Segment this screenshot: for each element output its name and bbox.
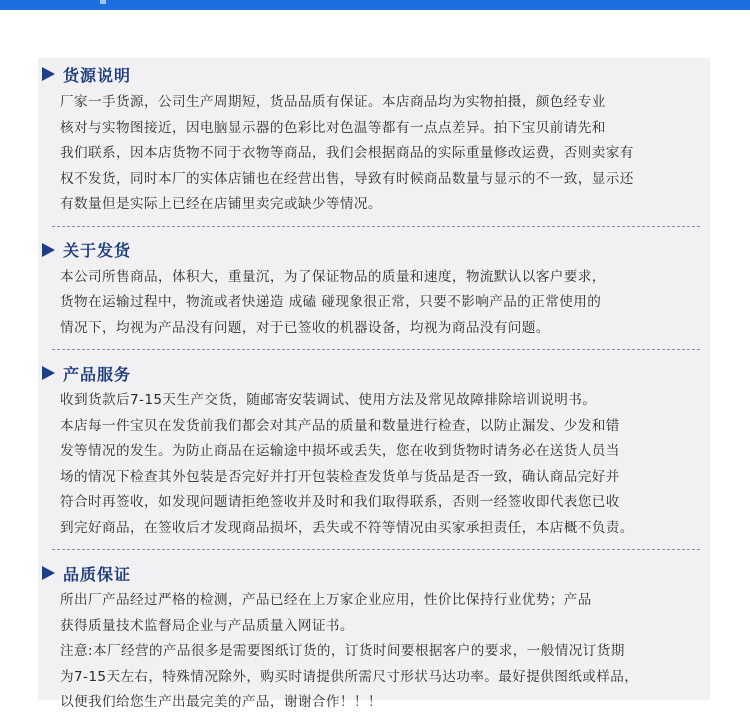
text-line: 权不发货，同时本厂的实体店铺也在经营出售，导致有时候商品数量与显示的不一致，显示还 [60, 170, 634, 187]
section-quality [38, 558, 710, 716]
text-line: 情况下，均视为产品没有问题，对于已签收的机器设备，均视为商品没有问题。 [60, 319, 550, 336]
text-line: 本公司所售商品，体积大，重量沉，为了保证物品的质量和速度，物流默认以客户要求， [60, 268, 606, 285]
arrow-right-icon [42, 366, 55, 380]
arrow-right-icon [42, 243, 55, 257]
section-title [38, 58, 710, 90]
section-shipping [38, 235, 710, 342]
dashed-divider [52, 349, 700, 350]
section-service [38, 358, 710, 541]
text-line: 货物在运输过程中，物流或者快递造 成磕 碰现象很正常，只要不影响产品的正常使用的 [60, 294, 602, 310]
banner-edge [100, 0, 106, 4]
text-line: 收到货款后7-15天生产交货，随邮寄安装调试、使用方法及常见故障排除培训说明书。 [60, 392, 597, 408]
text-line: 到完好商品，在签收后才发现商品损坏，丢失或不符等情况由买家承担责任，本店概不负责。 [60, 519, 634, 536]
text-line: 获得质量技术监督局企业与产品质量入网证书。 [60, 617, 354, 634]
section-title-text: 货源说明 [63, 65, 132, 85]
dashed-divider [52, 549, 700, 550]
section-title-text: 关于发货 [63, 241, 132, 260]
text-line: 厂家一手货源，公司生产周期短，货品品质有保证。本店商品均为实物拍摄，颜色经专业 [60, 94, 606, 110]
top-banner [0, 0, 750, 10]
section-title [38, 358, 710, 388]
text-line: 符合时再签收，如发现问题请拒绝签收并及时和我们取得联系，否则一经签收即代表您已收 [60, 494, 620, 510]
text-line: 发等情况的发生。为防止商品在运输途中损坏或丢失，您在收到货物时请务必在送货人员当 [60, 443, 620, 459]
text-line: 场的情况下检查其外包装是否完好并打开包装检查发货单与货品是否一致，确认商品完好并 [60, 468, 620, 485]
section-title-text: 产品服务 [63, 364, 132, 384]
text-line: 注意:本厂经营的产品很多是需要图纸订货的，订货时间要根据客户的要求，一般情况订货期 [60, 643, 625, 659]
section-title [38, 558, 710, 588]
text-line: 以便我们给您生产出最完美的产品，谢谢合作！！！ [60, 694, 382, 710]
text-line: 核对与实物图接近，因电脑显示器的色彩比对色温等都有一点点差异。拍下宝贝前请先和 [60, 119, 606, 136]
info-card [38, 58, 710, 710]
section-supply [38, 58, 710, 218]
text-line: 我们联系，因本店货物不同于衣物等商品，我们会根据商品的实际重量修改运费，否则卖家有 [60, 145, 634, 161]
arrow-right-icon [42, 566, 55, 580]
text-line: 所出厂产品经过严格的检测，产品已经在上万家企业应用，性价比保持行业优势；产品 [60, 592, 592, 608]
section-title-text: 品质保证 [63, 564, 132, 584]
arrow-right-icon [42, 67, 55, 81]
dashed-divider [52, 226, 700, 227]
text-line: 为7-15天左右，特殊情况除外，购买时请提供所需尺寸形状马达功率。最好提供图纸或样品， [60, 668, 639, 685]
text-line: 有数量但是实际上已经在店铺里卖完或缺少等情况。 [60, 196, 382, 212]
text-line: 本店每一件宝贝在发货前我们都会对其产品的质量和数量进行检查，以防止漏发、少发和错 [60, 417, 620, 434]
section-title [38, 235, 710, 265]
